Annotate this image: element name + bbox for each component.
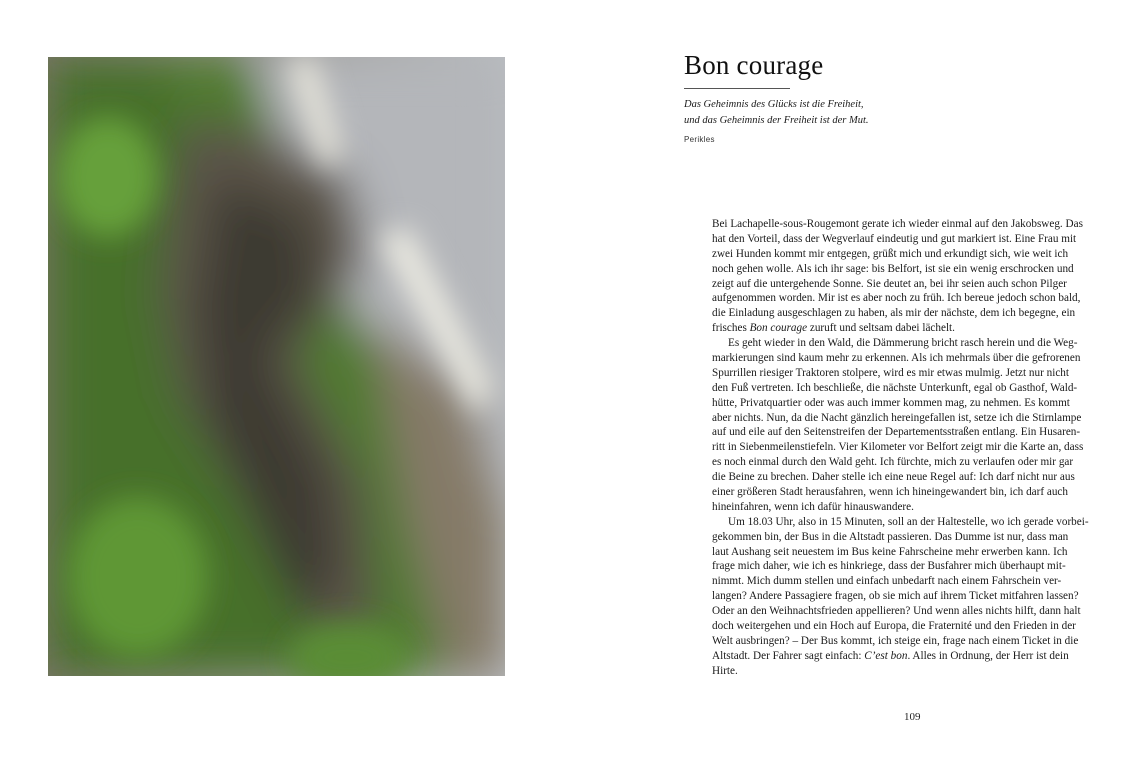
epigraph-line: Das Geheimnis des Glücks ist die Freiheit, (684, 99, 864, 110)
page-number: 109 (904, 711, 921, 723)
body-line: zeigt auf die untergehende Sonne. Sie deutet an, bei ihr seien auch schon Pilger (712, 277, 1067, 290)
body-line: doch weitergehen und ein Hoch auf Europa, die Fraternité und den Frieden in der (712, 620, 1076, 633)
body-line: auf und eile auf den Seitenstreifen der Departementsstraßen entlang. Ein Husaren- (712, 426, 1081, 439)
body-line: Hirte. (712, 664, 738, 677)
body-line: den Fuß vertreten. Ich beschließe, die nächste Unterkunft, egal ob Gasthof, Wald- (712, 381, 1078, 394)
body-line: aufgenommen worden. Mir ist es aber noch zu früh. Ich bereue jedoch schon bald, (712, 292, 1081, 305)
body-line: Es geht wieder in den Wald, die Dämmerung bricht rasch herein und die Weg- (728, 337, 1078, 350)
photo-illustration (48, 57, 505, 676)
body-line: Altstadt. Der Fahrer sagt einfach: C’est bon. Alles in Ordnung, der Herr ist dein (712, 649, 1069, 662)
body-line: hineinfahren, wenn ich dafür hinauswandere. (712, 500, 914, 513)
body-line: frisches Bon courage zuruft und seltsam dabei lächelt. (712, 322, 955, 335)
body-line: die Einladung ausgeschlagen zu haben, als mir der nächste, dem ich begegne, ein (712, 307, 1076, 320)
body-line: aber nichts. Nun, da die Nacht gänzlich hereingefallen ist, setze ich die Stirnlampe (712, 411, 1082, 424)
blurred-grass-road-photo (48, 57, 505, 676)
body-line: noch gehen wolle. Als ich ihr sage: bis Belfort, ist sie ein wenig erschrocken und (712, 262, 1074, 275)
chapter-title: Bon courage (684, 50, 824, 80)
body-line: hat den Vorteil, dass der Wegverlauf eindeutig und gut markiert ist. Eine Frau mit (712, 232, 1077, 245)
body-line: langen? Andere Passagiere fragen, ob sie mich auf ihrem Ticket mitfahren lassen? (712, 590, 1079, 603)
body-line: laut Aushang seit neuestem im Bus keine Fahrscheine mehr erwerben kann. Ich (712, 545, 1068, 558)
body-line: einer größeren Stadt herausfahren, wenn ich hineingewandert bin, ich darf auch (712, 486, 1068, 499)
epigraph-line: und das Geheimnis der Freiheit ist der Mut. (684, 115, 869, 126)
body-line: ritt in Siebenmeilenstiefeln. Vier Kilometer vor Belfort zeigt mir die Karte an, dass (712, 441, 1084, 454)
body-text (712, 217, 1089, 679)
body-line: die Beine zu brechen. Daher stelle ich eine neue Regel auf: Ich darf nicht nur aus (712, 471, 1075, 484)
body-line: Spurrillen riesiger Traktoren stolpere, wird es mir etwas mulmig. Jetzt nur nicht (712, 366, 1069, 379)
title-divider (684, 88, 790, 89)
epigraph-quote (684, 97, 944, 129)
epigraph-author: Perikles (684, 135, 715, 144)
body-line: markierungen sind kaum mehr zu erkennen. Als ich mehrmals über die gefrorenen (712, 352, 1081, 365)
body-line: Bei Lachapelle-sous-Rougemont gerate ich wieder einmal auf den Jakobsweg. Das (712, 218, 1083, 230)
body-line: nimmt. Mich dumm stellen und einfach unbedarft nach einem Fahrschein ver- (712, 575, 1062, 588)
body-line: Um 18.03 Uhr, also in 15 Minuten, soll an der Haltestelle, wo ich gerade vorbei- (728, 515, 1089, 528)
body-line: zwei Hunden kommt mir entgegen, grüßt mich und erkundigt sich, wie weit ich (712, 247, 1069, 260)
body-line: hütte, Privatquartier oder was auch immer kommen mag, zu nehmen. Es kommt (712, 396, 1070, 409)
body-line: Oder an den Weihnachtsfrieden appellieren? Und wenn alles nichts hilft, dann halt (712, 605, 1081, 618)
body-line: Welt ausbringen? – Der Bus kommt, ich steige ein, frage nach einem Ticket in die (712, 634, 1079, 647)
body-line: frage mich daher, wie ich es hinkriege, dass der Busfahrer mich überhaupt mit- (712, 560, 1066, 573)
body-line: gekommen bin, der Bus in die Altstadt passieren. Das Dumme ist nur, dass man (712, 530, 1069, 543)
body-line: es noch einmal durch den Wald geht. Ich fürchte, mich zu verlaufen oder mir gar (712, 456, 1074, 469)
